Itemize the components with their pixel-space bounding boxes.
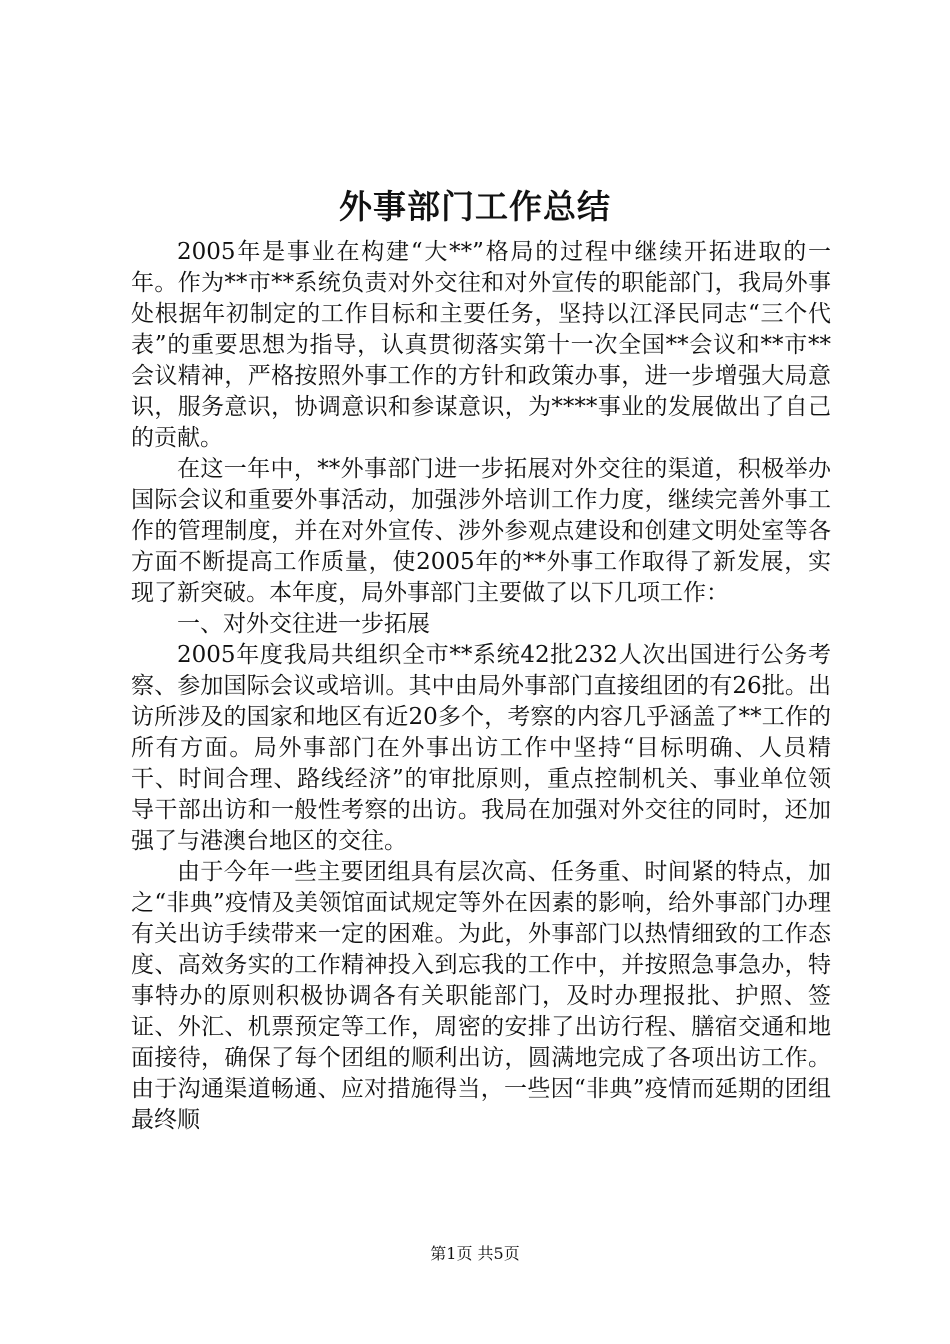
document-body (131, 237, 831, 1136)
page-footer: 第1页 共5页 (430, 1244, 520, 1263)
paragraph-difficulties: 由于今年一些主要团组具有层次高、任务重、时间紧的特点，加之“非典”疫情及美领馆面试规定等外在因素的影响，给外事部门办理有关出访手续带来一定的困难。为此，外事部门以热情细致的工作态度、高效务实的工作精神投入到忘我的工作中，并按照急事急办，特事特办的原则积极协调各有关职能部门，及时办理报批、护照、签证、外汇、机票预定等工作，周密的安排了出访行程、膳宿交通和地面接待，确保了每个团组的顺利出访，圆满地完成了各项出访工作。由于沟通渠道畅通、应对措施得当，一些因“非典”疫情而延期的团组最终顺 (131, 859, 831, 1133)
paragraph-intro: 2005年是事业在构建“大**”格局的过程中继续开拓进取的一年。作为**市**系统负责对外交往和对外宣传的职能部门，我局外事处根据年初制定的工作目标和主要任务，坚持以江泽民同志“三个代表”的重要思想为指导，认真贯彻落实第十一次全国**会议和**市**会议精神，严格按照外事工作的方针和政策办事，进一步增强大局意识，服务意识，协调意识和参谋意识，为****事业的发展做出了自己的贡献。 (131, 239, 831, 451)
paragraph-overview: 在这一年中，**外事部门进一步拓展对外交往的渠道，积极举办国际会议和重要外事活动，加强涉外培训工作力度，继续完善外事工作的管理制度，并在对外宣传、涉外参观点建设和创建文明处室等各方面不断提高工作质量，使2005年的**外事工作取得了新发展，实现了新突破。本年度，局外事部门主要做了以下几项工作： (131, 456, 831, 606)
section-heading: 一、对外交往进一步拓展 (177, 611, 430, 637)
paragraph-visits: 2005年度我局共组织全市**系统42批232人次出国进行公务考察、参加国际会议或培训。其中由局外事部门直接组团的有26批。出访所涉及的国家和地区有近20多个，考察的内容几乎涵盖了**工作的所有方面。局外事部门在外事出访工作中坚持“目标明确、人员精干、时间合理、路线经济”的审批原则，重点控制机关、事业单位领导干部出访和一般性考察的出访。我局在加强对外交往的同时，还加强了与港澳台地区的交往。 (131, 642, 831, 854)
document-title: 外事部门工作总结 (339, 187, 611, 226)
